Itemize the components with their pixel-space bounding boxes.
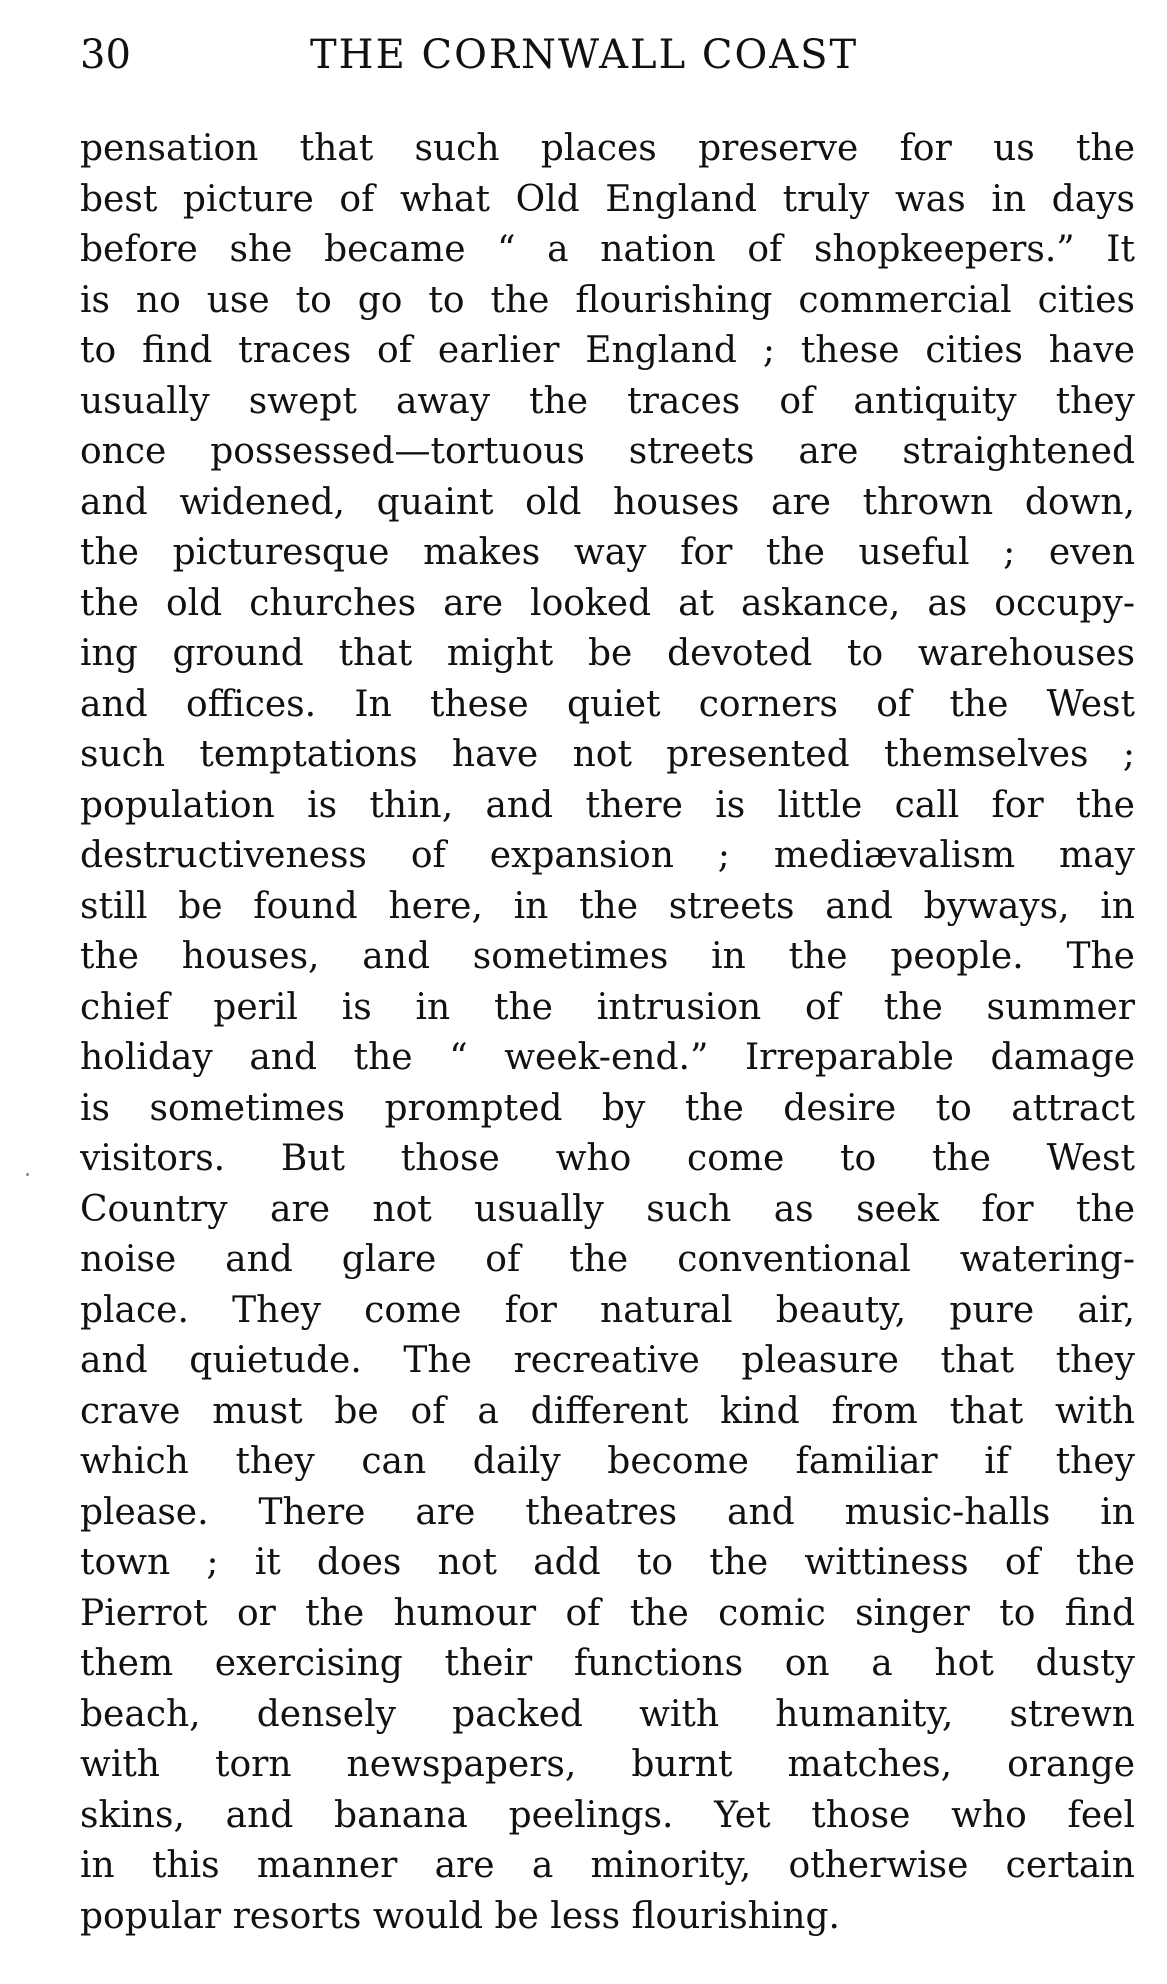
text-line: population is thin, and there is little call for the: [80, 784, 1135, 826]
text-line: Pierrot or the humour of the comic singer to find: [80, 1592, 1135, 1634]
page-number: 30: [80, 32, 131, 78]
text-line: usually swept away the traces of antiquity they: [80, 380, 1135, 422]
text-line: pensation that such places preserve for us the: [80, 128, 1135, 169]
text-line: which they can daily become familiar if they: [80, 1441, 1135, 1482]
text-line: and quietude. The recreative pleasure that they: [80, 1340, 1135, 1381]
text-line: skins, and banana peelings. Yet those who feel: [80, 1794, 1135, 1836]
text-line: to find traces of earlier England ; these cities have: [80, 330, 1135, 371]
text-line: best picture of what Old England truly was in days: [80, 178, 1135, 220]
text-line: popular resorts would be less flourishing.: [80, 1895, 840, 1937]
running-head: [80, 28, 1135, 82]
running-title: THE CORNWALL COAST: [310, 32, 859, 78]
text-line: chief peril is in the intrusion of the summer: [80, 986, 1135, 1028]
text-line: and widened, quaint old houses are thrown down,: [80, 481, 1135, 523]
text-line: visitors. But those who come to the West: [80, 1138, 1135, 1179]
text-line: before she became “ a nation of shopkeepers.” It: [80, 229, 1135, 270]
text-line: ing ground that might be devoted to warehouses: [80, 633, 1135, 674]
text-line: is sometimes prompted by the desire to attract: [80, 1087, 1135, 1129]
text-line: place. They come for natural beauty, pure air,: [80, 1289, 1135, 1331]
text-line: please. There are theatres and music-halls in: [80, 1491, 1135, 1533]
text-line: crave must be of a different kind from that with: [80, 1390, 1135, 1432]
text-line: Country are not usually such as seek for the: [80, 1188, 1135, 1230]
text-line: town ; it does not add to the wittiness of the: [80, 1542, 1135, 1583]
text-line: them exercising their functions on a hot dusty: [80, 1643, 1135, 1684]
text-line: destructiveness of expansion ; mediævalism may: [80, 835, 1135, 876]
text-line: the old churches are looked at askance, as occupy-: [80, 582, 1135, 624]
stray-ink-mark: [26, 1173, 29, 1176]
text-line: the houses, and sometimes in the people. The: [80, 936, 1135, 977]
text-line: once possessed—tortuous streets are straightened: [80, 431, 1135, 472]
text-line: with torn newspapers, burnt matches, orange: [80, 1744, 1135, 1785]
text-line: the picturesque makes way for the useful ; even: [80, 532, 1135, 573]
text-line: beach, densely packed with humanity, strewn: [80, 1693, 1135, 1735]
text-line: is no use to go to the flourishing commercial cities: [80, 279, 1135, 321]
text-line: noise and glare of the conventional watering-: [80, 1239, 1135, 1280]
text-line: still be found here, in the streets and byways, in: [80, 885, 1135, 927]
body-paragraph: [80, 124, 1135, 1942]
text-line: and offices. In these quiet corners of the West: [80, 683, 1135, 725]
text-line: in this manner are a minority, otherwise certain: [80, 1845, 1135, 1886]
text-line: holiday and the “ week-end.” Irreparable damage: [80, 1037, 1135, 1078]
text-line: such temptations have not presented themselves ;: [80, 734, 1135, 775]
